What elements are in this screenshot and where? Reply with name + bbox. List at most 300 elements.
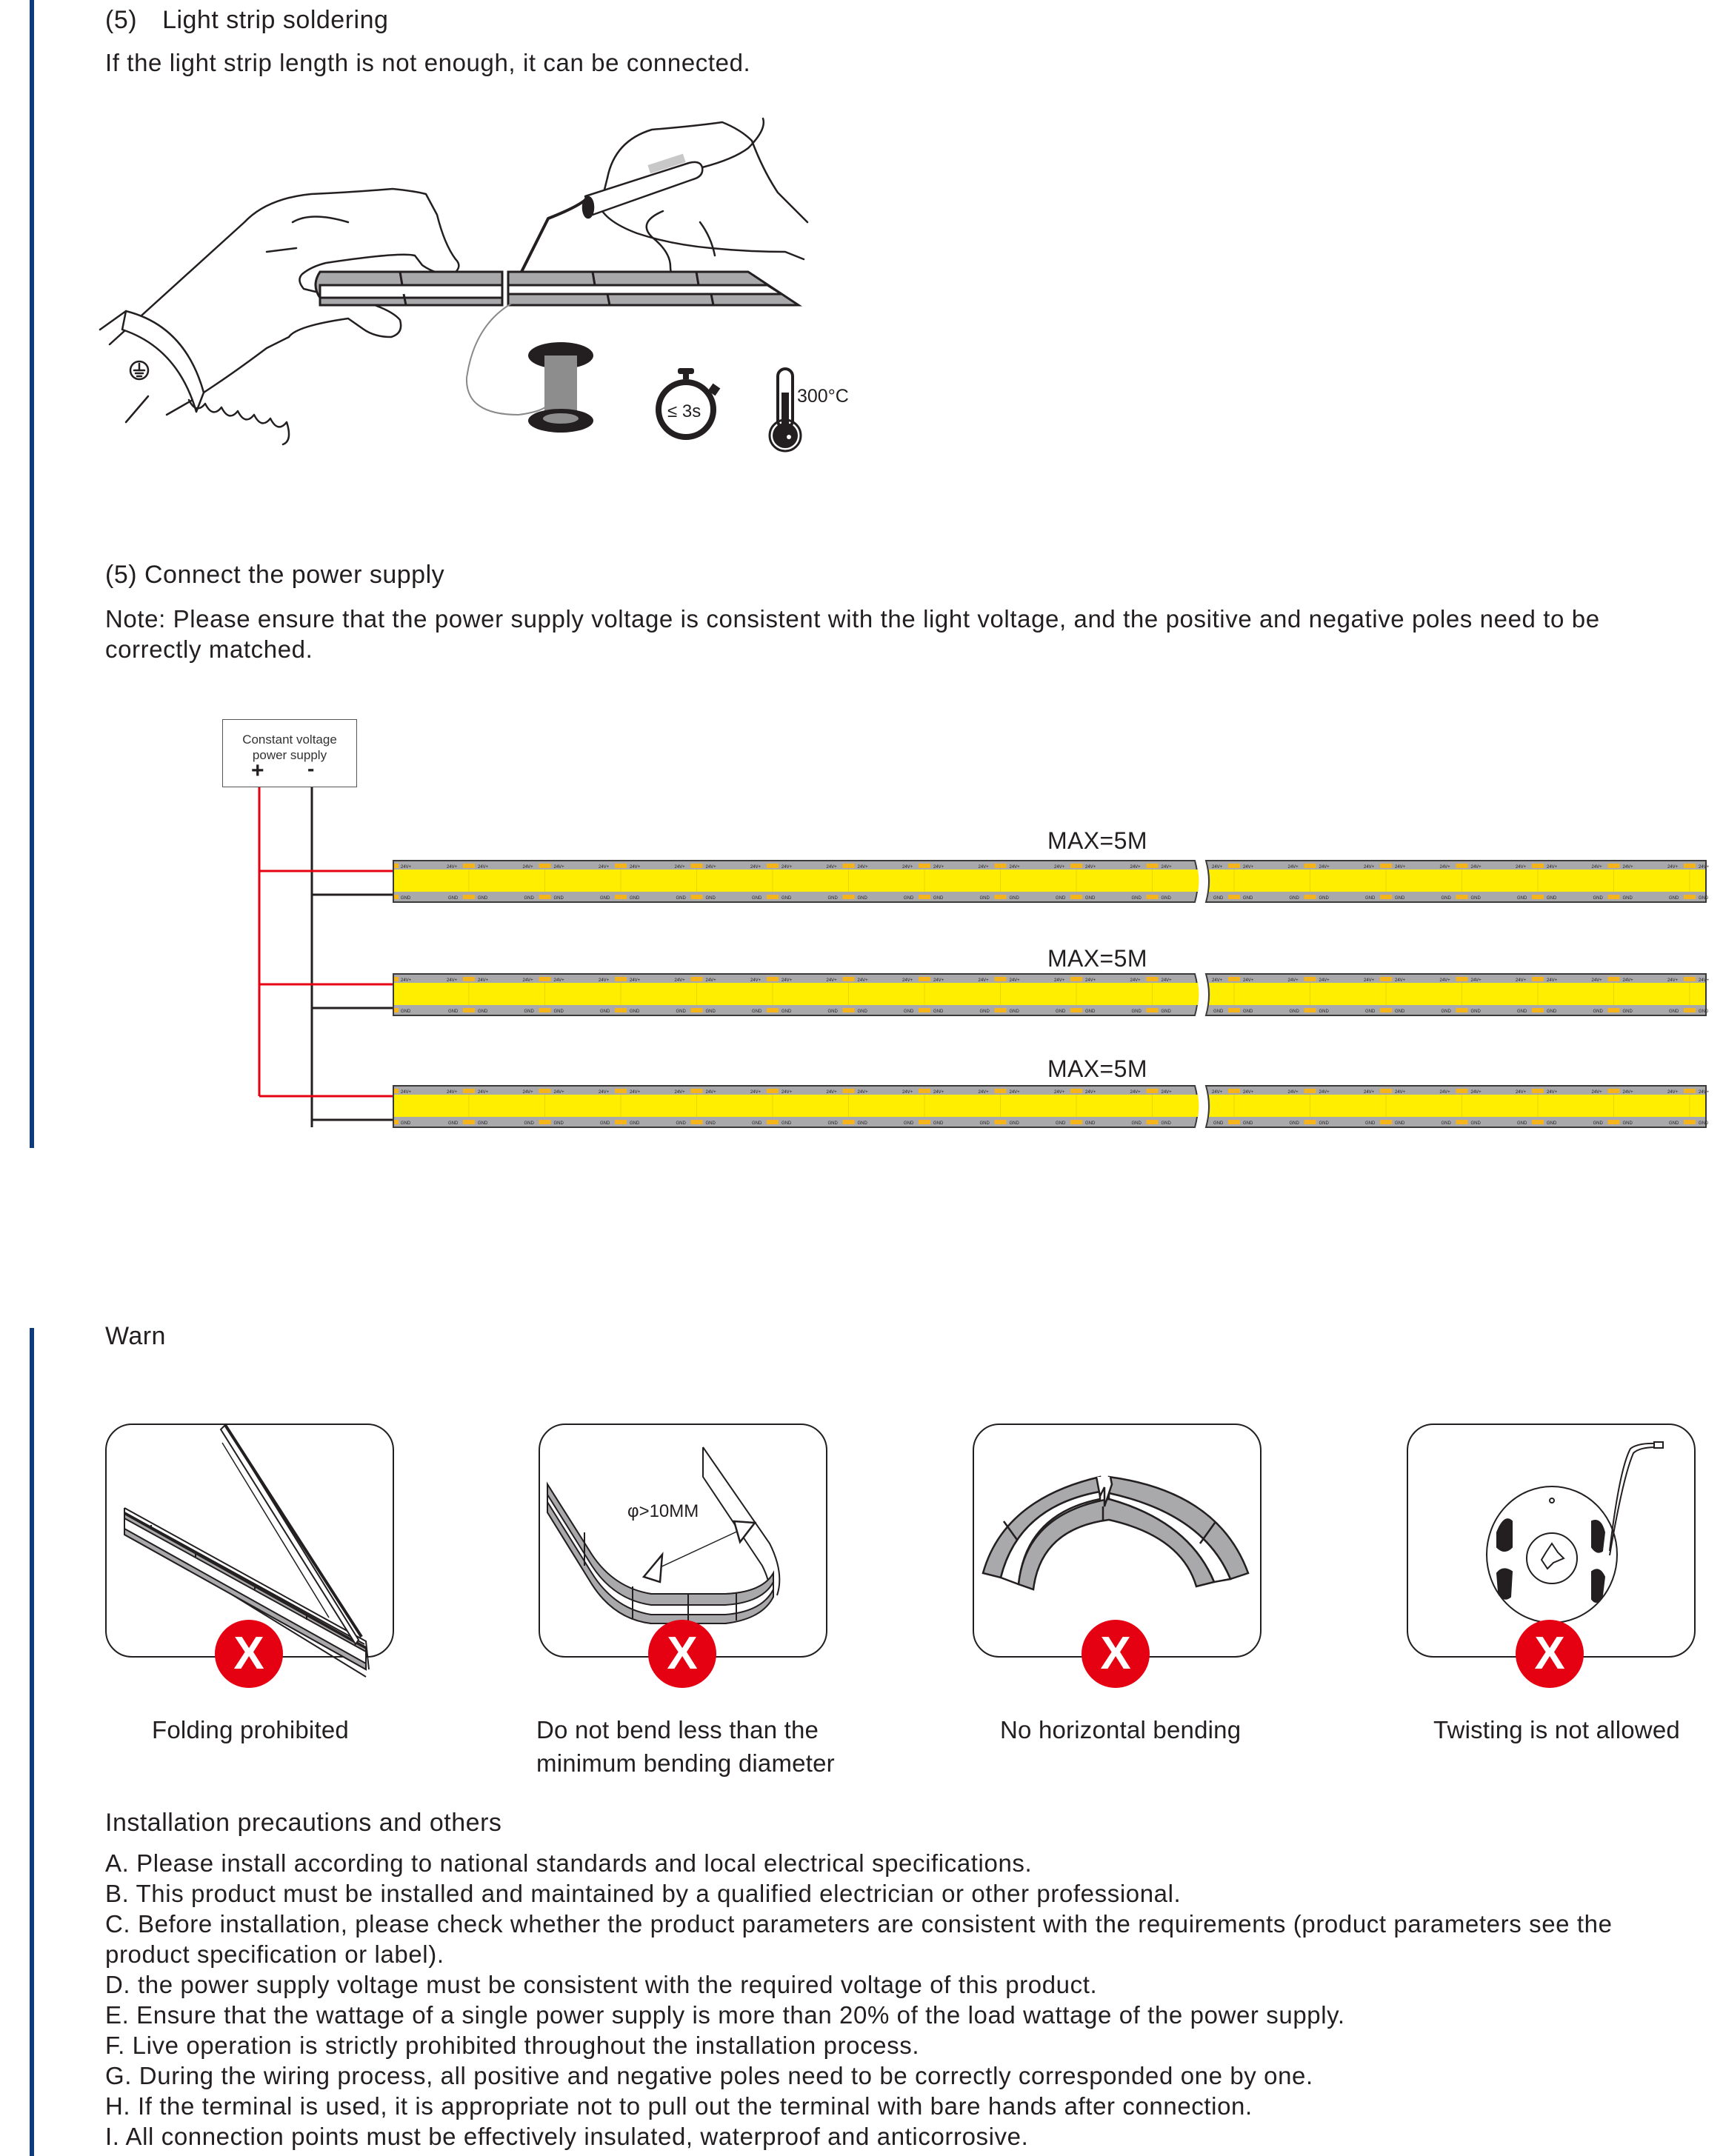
pad-label-ground: GND <box>600 1121 610 1126</box>
pad-label-ground: GND <box>705 896 716 901</box>
solder-pad <box>1228 977 1240 981</box>
pad-label-positive: 24V+ <box>1395 978 1406 983</box>
pad-label-positive: 24V+ <box>1009 1090 1020 1095</box>
pad-label-ground: GND <box>979 896 990 901</box>
pad-label-positive: 24V+ <box>1699 1090 1710 1095</box>
list-item: E. Ensure that the wattage of a single power supply is more than 20% of the load wattage of the power supply. <box>105 2001 1345 2029</box>
pad-label-ground: GND <box>478 1009 488 1014</box>
prohibited-x-icon: X <box>1516 1620 1584 1688</box>
solder-pad <box>1070 1089 1082 1093</box>
solder-pad <box>767 895 779 899</box>
list-item: G. During the wiring process, all positive and negative poles need to be correctly corresponded one by one. <box>105 2062 1313 2089</box>
pad-label-ground: GND <box>1395 1009 1405 1014</box>
pad-label-positive: 24V+ <box>674 865 685 870</box>
pad-label-positive: 24V+ <box>705 865 716 870</box>
pad-label-positive: 24V+ <box>674 1090 685 1095</box>
pad-label-positive: 24V+ <box>1699 865 1710 870</box>
pad-label-positive: 24V+ <box>1243 865 1254 870</box>
solder-pad <box>615 1089 627 1093</box>
precautions-heading: Installation precautions and others <box>105 1809 502 1837</box>
pad-label-ground: GND <box>401 1121 411 1126</box>
solder-pad <box>1380 1089 1392 1093</box>
pad-label-ground: GND <box>933 896 944 901</box>
pad-label-positive: 24V+ <box>1622 1090 1633 1095</box>
warn-label-folding <box>152 1713 349 1746</box>
solder-pad <box>995 864 1007 868</box>
pad-label-ground: GND <box>1213 896 1224 901</box>
pad-label-positive: 24V+ <box>1622 978 1633 983</box>
pad-label-positive: 24V+ <box>401 1090 412 1095</box>
solder-pad <box>463 1120 475 1124</box>
pad-label-ground: GND <box>705 1121 716 1126</box>
warn-label-line: No horizontal bending <box>1000 1716 1242 1743</box>
pad-label-positive: 24V+ <box>1212 978 1223 983</box>
solder-pad <box>919 1120 930 1124</box>
pad-label-ground: GND <box>1395 896 1405 901</box>
solder-pad <box>1532 864 1544 868</box>
pad-label-positive: 24V+ <box>1212 865 1223 870</box>
pad-label-positive: 24V+ <box>1667 978 1679 983</box>
solder-pad <box>691 1089 703 1093</box>
pad-label-ground: GND <box>979 1009 990 1014</box>
pad-label-positive: 24V+ <box>781 978 793 983</box>
solder-pad <box>539 895 551 899</box>
pad-label-ground: GND <box>781 896 792 901</box>
pad-label-positive: 24V+ <box>1130 1090 1141 1095</box>
pad-label-ground: GND <box>1547 896 1557 901</box>
prohibited-x-icon: X <box>1082 1620 1150 1688</box>
solder-pad <box>394 895 399 899</box>
solder-pad <box>919 1089 930 1093</box>
pad-label-ground: GND <box>1161 1121 1171 1126</box>
list-item: C. Before installation, please check whether the product parameters are consistent with the requirements (product parameters see the product specification or label). <box>105 1910 1613 1968</box>
solder-pad <box>1608 895 1620 899</box>
solder-pad <box>1380 977 1392 981</box>
pad-label-ground: GND <box>1470 1121 1481 1126</box>
pad-label-positive: 24V+ <box>1622 865 1633 870</box>
solder-pad <box>1147 1008 1159 1012</box>
pad-label-positive: 24V+ <box>978 865 989 870</box>
solder-pad <box>463 1089 475 1093</box>
list-item: B. This product must be installed and maintained by a qualified electrician or other professional. <box>105 1880 1182 1907</box>
pad-label-positive: 24V+ <box>1054 1090 1065 1095</box>
solder-pad <box>463 895 475 899</box>
pad-label-positive: 24V+ <box>933 1090 944 1095</box>
pad-label-positive: 24V+ <box>1470 1090 1482 1095</box>
pad-label-ground: GND <box>1699 1121 1709 1126</box>
pad-label-positive: 24V+ <box>599 865 610 870</box>
pad-label-ground: GND <box>1056 896 1066 901</box>
pad-label-ground: GND <box>630 1121 640 1126</box>
pad-label-ground: GND <box>1161 896 1171 901</box>
max-length-label: MAX=5M <box>1047 1055 1147 1082</box>
pad-label-positive: 24V+ <box>1212 1090 1223 1095</box>
pad-label-positive: 24V+ <box>1439 1090 1450 1095</box>
pad-label-positive: 24V+ <box>826 865 837 870</box>
pad-label-positive: 24V+ <box>1547 1090 1558 1095</box>
solder-pad <box>1456 977 1468 981</box>
pad-label-ground: GND <box>676 896 686 901</box>
warn-label-bend-diameter <box>536 1713 835 1780</box>
pad-label-ground: GND <box>1056 1009 1066 1014</box>
pad-label-ground: GND <box>904 896 914 901</box>
pad-label-positive: 24V+ <box>447 865 458 870</box>
pad-label-positive: 24V+ <box>978 1090 989 1095</box>
pad-label-ground: GND <box>1319 1009 1329 1014</box>
psu-label-line2: power supply <box>252 748 327 762</box>
pad-label-ground: GND <box>904 1009 914 1014</box>
pad-label-ground: GND <box>600 1009 610 1014</box>
list-item: I. All connection points must be effectively insulated, waterproof and anticorrosive. <box>105 2123 1029 2150</box>
solder-pad <box>843 1120 855 1124</box>
pad-label-ground: GND <box>630 1009 640 1014</box>
pad-label-ground: GND <box>1243 896 1253 901</box>
warn-label-line: Twisting is not allowed <box>1433 1716 1680 1743</box>
pad-label-positive: 24V+ <box>1085 978 1096 983</box>
solder-pad <box>1456 1008 1468 1012</box>
pad-label-ground: GND <box>781 1121 792 1126</box>
pad-label-positive: 24V+ <box>522 1090 533 1095</box>
pad-label-positive: 24V+ <box>1085 1090 1096 1095</box>
solder-pad <box>1147 1120 1159 1124</box>
warn-label-line: Folding prohibited <box>152 1716 349 1743</box>
solder-pad <box>1147 895 1159 899</box>
pad-label-ground: GND <box>1547 1121 1557 1126</box>
pad-label-ground: GND <box>827 1009 838 1014</box>
pad-label-positive: 24V+ <box>401 865 412 870</box>
pad-label-positive: 24V+ <box>857 978 868 983</box>
solder-pad <box>463 977 475 981</box>
solder-pad <box>394 977 399 981</box>
pad-label-ground: GND <box>478 1121 488 1126</box>
pad-label-positive: 24V+ <box>1054 978 1065 983</box>
pad-label-ground: GND <box>478 896 488 901</box>
pad-label-ground: GND <box>752 896 762 901</box>
pad-label-positive: 24V+ <box>1319 865 1330 870</box>
pad-label-ground: GND <box>857 1009 867 1014</box>
solder-pad <box>1070 1008 1082 1012</box>
pad-label-ground: GND <box>827 1121 838 1126</box>
temperature-label: 300°C <box>797 386 849 407</box>
pad-label-ground: GND <box>1622 1121 1633 1126</box>
pad-label-positive: 24V+ <box>401 978 412 983</box>
solder-pad <box>1380 1008 1392 1012</box>
solder-pad <box>463 864 475 868</box>
pad-label-ground: GND <box>448 1009 459 1014</box>
pad-label-positive: 24V+ <box>1287 865 1299 870</box>
solder-pad <box>1304 1008 1316 1012</box>
solder-pad <box>1608 1089 1620 1093</box>
pad-label-positive: 24V+ <box>447 978 458 983</box>
pad-label-ground: GND <box>1131 1121 1142 1126</box>
pad-label-ground: GND <box>904 1121 914 1126</box>
pad-label-ground: GND <box>401 1009 411 1014</box>
solder-pad <box>539 1089 551 1093</box>
pad-label-ground: GND <box>1622 1009 1633 1014</box>
pad-label-ground: GND <box>1470 896 1481 901</box>
pad-label-positive: 24V+ <box>1395 865 1406 870</box>
solder-pad <box>843 895 855 899</box>
pad-label-positive: 24V+ <box>857 1090 868 1095</box>
pad-label-ground: GND <box>1517 1009 1527 1014</box>
pad-label-positive: 24V+ <box>1364 865 1375 870</box>
pad-label-ground: GND <box>705 1009 716 1014</box>
pad-label-positive: 24V+ <box>1547 865 1558 870</box>
pad-label-ground: GND <box>827 896 838 901</box>
pad-label-ground: GND <box>1009 1009 1019 1014</box>
warn-label-line: minimum bending diameter <box>536 1749 835 1777</box>
pad-label-positive: 24V+ <box>750 865 761 870</box>
solder-pad <box>995 895 1007 899</box>
pad-label-ground: GND <box>1056 1121 1066 1126</box>
pad-label-positive: 24V+ <box>478 865 489 870</box>
led-emitting-area <box>394 1095 1199 1117</box>
pad-label-ground: GND <box>857 1121 867 1126</box>
warn-label-twisting <box>1433 1713 1680 1746</box>
pad-label-positive: 24V+ <box>630 1090 641 1095</box>
solder-pad <box>1684 1120 1696 1124</box>
warn-label-line: Do not bend less than the <box>536 1716 819 1743</box>
psu-minus-terminal: - <box>307 757 315 780</box>
pad-label-ground: GND <box>1517 1121 1527 1126</box>
pad-label-positive: 24V+ <box>1085 865 1096 870</box>
max-length-label: MAX=5M <box>1047 827 1147 854</box>
solder-pad <box>919 895 930 899</box>
solder-pad <box>1304 895 1316 899</box>
solder-pad <box>1684 977 1696 981</box>
pad-label-ground: GND <box>1085 1009 1096 1014</box>
pad-label-positive: 24V+ <box>1287 1090 1299 1095</box>
list-item: A. Please install according to national standards and local electrical specifications. <box>105 1849 1033 1877</box>
pad-label-ground: GND <box>1085 896 1096 901</box>
solder-pad <box>394 1089 399 1093</box>
pad-label-ground: GND <box>1669 1009 1679 1014</box>
pad-label-positive: 24V+ <box>1161 978 1172 983</box>
pad-label-ground: GND <box>1593 1009 1603 1014</box>
pad-label-ground: GND <box>1365 896 1376 901</box>
list-item: D. the power supply voltage must be consistent with the required voltage of this product. <box>105 1971 1098 1998</box>
solder-pad <box>1608 1120 1620 1124</box>
solder-pad <box>1684 895 1696 899</box>
solder-pad <box>1380 1120 1392 1124</box>
solder-pad <box>615 1120 627 1124</box>
min-diameter-label: φ>10MM <box>627 1501 699 1521</box>
pad-label-ground: GND <box>933 1121 944 1126</box>
solder-pad <box>394 1120 399 1124</box>
solder-pad <box>1304 864 1316 868</box>
pad-label-positive: 24V+ <box>1516 1090 1527 1095</box>
pad-label-positive: 24V+ <box>826 978 837 983</box>
pad-label-positive: 24V+ <box>1161 865 1172 870</box>
pad-label-ground: GND <box>630 896 640 901</box>
section-accent-bar <box>30 1328 34 2156</box>
pad-label-positive: 24V+ <box>902 865 913 870</box>
solder-pad <box>1304 1089 1316 1093</box>
pad-label-positive: 24V+ <box>1667 865 1679 870</box>
pad-label-positive: 24V+ <box>1009 978 1020 983</box>
solder-pad <box>691 1120 703 1124</box>
pad-label-ground: GND <box>1365 1009 1376 1014</box>
solder-pad <box>1228 895 1240 899</box>
pad-label-positive: 24V+ <box>447 1090 458 1095</box>
pad-label-ground: GND <box>1547 1009 1557 1014</box>
pad-label-ground: GND <box>524 1121 534 1126</box>
pad-label-positive: 24V+ <box>826 1090 837 1095</box>
solder-pad <box>1147 1089 1159 1093</box>
pad-label-ground: GND <box>857 896 867 901</box>
solder-pad <box>1380 895 1392 899</box>
solder-pad <box>1532 1008 1544 1012</box>
solder-pad <box>394 1008 399 1012</box>
solder-pad <box>1228 1089 1240 1093</box>
pad-label-positive: 24V+ <box>1130 978 1141 983</box>
pad-label-ground: GND <box>1243 1121 1253 1126</box>
pad-label-positive: 24V+ <box>522 865 533 870</box>
pad-label-ground: GND <box>1319 1121 1329 1126</box>
solder-pad <box>1456 1089 1468 1093</box>
led-emitting-area <box>1209 870 1705 892</box>
pad-label-positive: 24V+ <box>978 978 989 983</box>
solder-pad <box>615 977 627 981</box>
pad-label-ground: GND <box>553 1009 564 1014</box>
solder-pad <box>615 864 627 868</box>
solder-pad <box>919 977 930 981</box>
solder-pad <box>843 864 855 868</box>
solder-pad <box>691 1008 703 1012</box>
pad-label-ground: GND <box>600 896 610 901</box>
led-emitting-area <box>1209 1095 1705 1117</box>
pad-label-positive: 24V+ <box>1009 865 1020 870</box>
pad-label-ground: GND <box>1161 1009 1171 1014</box>
pad-label-positive: 24V+ <box>705 1090 716 1095</box>
pad-label-ground: GND <box>1593 1121 1603 1126</box>
solder-pad <box>767 864 779 868</box>
pad-label-ground: GND <box>752 1009 762 1014</box>
solder-pad <box>767 1089 779 1093</box>
solder-pad <box>539 1120 551 1124</box>
pad-label-ground: GND <box>1289 896 1299 901</box>
pad-label-positive: 24V+ <box>553 1090 564 1095</box>
pad-label-positive: 24V+ <box>781 865 793 870</box>
solder-pad <box>767 977 779 981</box>
psu-plus-terminal: + <box>251 758 264 783</box>
solder-pad <box>1532 895 1544 899</box>
solder-pad <box>1304 1120 1316 1124</box>
pad-label-ground: GND <box>1470 1009 1481 1014</box>
pad-label-ground: GND <box>448 1121 459 1126</box>
solder-pad <box>919 864 930 868</box>
power-heading: (5) Connect the power supply <box>105 561 445 589</box>
pad-label-ground: GND <box>752 1121 762 1126</box>
pad-label-ground: GND <box>1213 1121 1224 1126</box>
warn-heading: Warn <box>105 1322 166 1350</box>
solder-pad <box>691 977 703 981</box>
solder-pad <box>615 895 627 899</box>
pad-label-positive: 24V+ <box>1364 1090 1375 1095</box>
pad-label-positive: 24V+ <box>933 978 944 983</box>
pad-label-positive: 24V+ <box>750 1090 761 1095</box>
pad-label-ground: GND <box>553 896 564 901</box>
solder-pad <box>394 864 399 868</box>
solder-pad <box>767 1008 779 1012</box>
pad-label-positive: 24V+ <box>553 865 564 870</box>
pad-label-positive: 24V+ <box>1591 865 1602 870</box>
solder-pad <box>1532 1089 1544 1093</box>
solder-pad <box>463 1008 475 1012</box>
led-emitting-area <box>1209 983 1705 1005</box>
solder-pad <box>539 1008 551 1012</box>
solder-pad <box>1608 977 1620 981</box>
solder-pad <box>995 977 1007 981</box>
pad-label-ground: GND <box>524 1009 534 1014</box>
pad-label-ground: GND <box>933 1009 944 1014</box>
solder-pad <box>1147 864 1159 868</box>
solder-pad <box>1070 895 1082 899</box>
solder-pad <box>843 1008 855 1012</box>
solder-pad <box>1304 977 1316 981</box>
pad-label-ground: GND <box>1289 1121 1299 1126</box>
pad-label-ground: GND <box>1289 1009 1299 1014</box>
pad-label-positive: 24V+ <box>1054 865 1065 870</box>
solder-pad <box>539 864 551 868</box>
solder-pad <box>1070 864 1082 868</box>
pad-label-positive: 24V+ <box>933 865 944 870</box>
pad-label-positive: 24V+ <box>522 978 533 983</box>
pad-label-ground: GND <box>1441 1009 1451 1014</box>
pad-label-ground: GND <box>1131 1009 1142 1014</box>
solder-pad <box>995 1089 1007 1093</box>
solder-pad <box>1070 977 1082 981</box>
list-item: F. Live operation is strictly prohibited throughout the installation process. <box>105 2032 920 2059</box>
pad-label-positive: 24V+ <box>1319 1090 1330 1095</box>
pad-label-positive: 24V+ <box>599 978 610 983</box>
pad-label-ground: GND <box>1319 896 1329 901</box>
pad-label-positive: 24V+ <box>1319 978 1330 983</box>
pad-label-positive: 24V+ <box>1364 978 1375 983</box>
pad-label-ground: GND <box>1395 1121 1405 1126</box>
pad-label-ground: GND <box>1669 1121 1679 1126</box>
pad-label-positive: 24V+ <box>1470 865 1482 870</box>
pad-label-positive: 24V+ <box>781 1090 793 1095</box>
pad-label-positive: 24V+ <box>1243 1090 1254 1095</box>
solder-pad <box>1228 864 1240 868</box>
pad-label-ground: GND <box>1009 896 1019 901</box>
pad-label-positive: 24V+ <box>902 1090 913 1095</box>
solder-pad <box>1147 977 1159 981</box>
pad-label-ground: GND <box>1622 896 1633 901</box>
list-item: H. If the terminal is used, it is appropriate not to pull out the terminal with bare hands after connection. <box>105 2092 1253 2120</box>
pad-label-ground: GND <box>1593 896 1603 901</box>
solder-pad <box>843 1089 855 1093</box>
solder-pad <box>1532 977 1544 981</box>
pad-label-ground: GND <box>781 1009 792 1014</box>
pad-label-ground: GND <box>1243 1009 1253 1014</box>
psu-label-line1: Constant voltage <box>242 732 337 747</box>
pad-label-ground: GND <box>979 1121 990 1126</box>
pad-label-ground: GND <box>1009 1121 1019 1126</box>
solder-pad <box>767 1120 779 1124</box>
pad-label-ground: GND <box>1699 896 1709 901</box>
pad-label-positive: 24V+ <box>1470 978 1482 983</box>
solder-pad <box>1684 1008 1696 1012</box>
pad-label-ground: GND <box>1131 896 1142 901</box>
pad-label-ground: GND <box>676 1009 686 1014</box>
pad-label-positive: 24V+ <box>478 978 489 983</box>
solder-pad <box>995 1120 1007 1124</box>
pad-label-positive: 24V+ <box>705 978 716 983</box>
solder-pad <box>1532 1120 1544 1124</box>
solder-pad <box>1456 895 1468 899</box>
